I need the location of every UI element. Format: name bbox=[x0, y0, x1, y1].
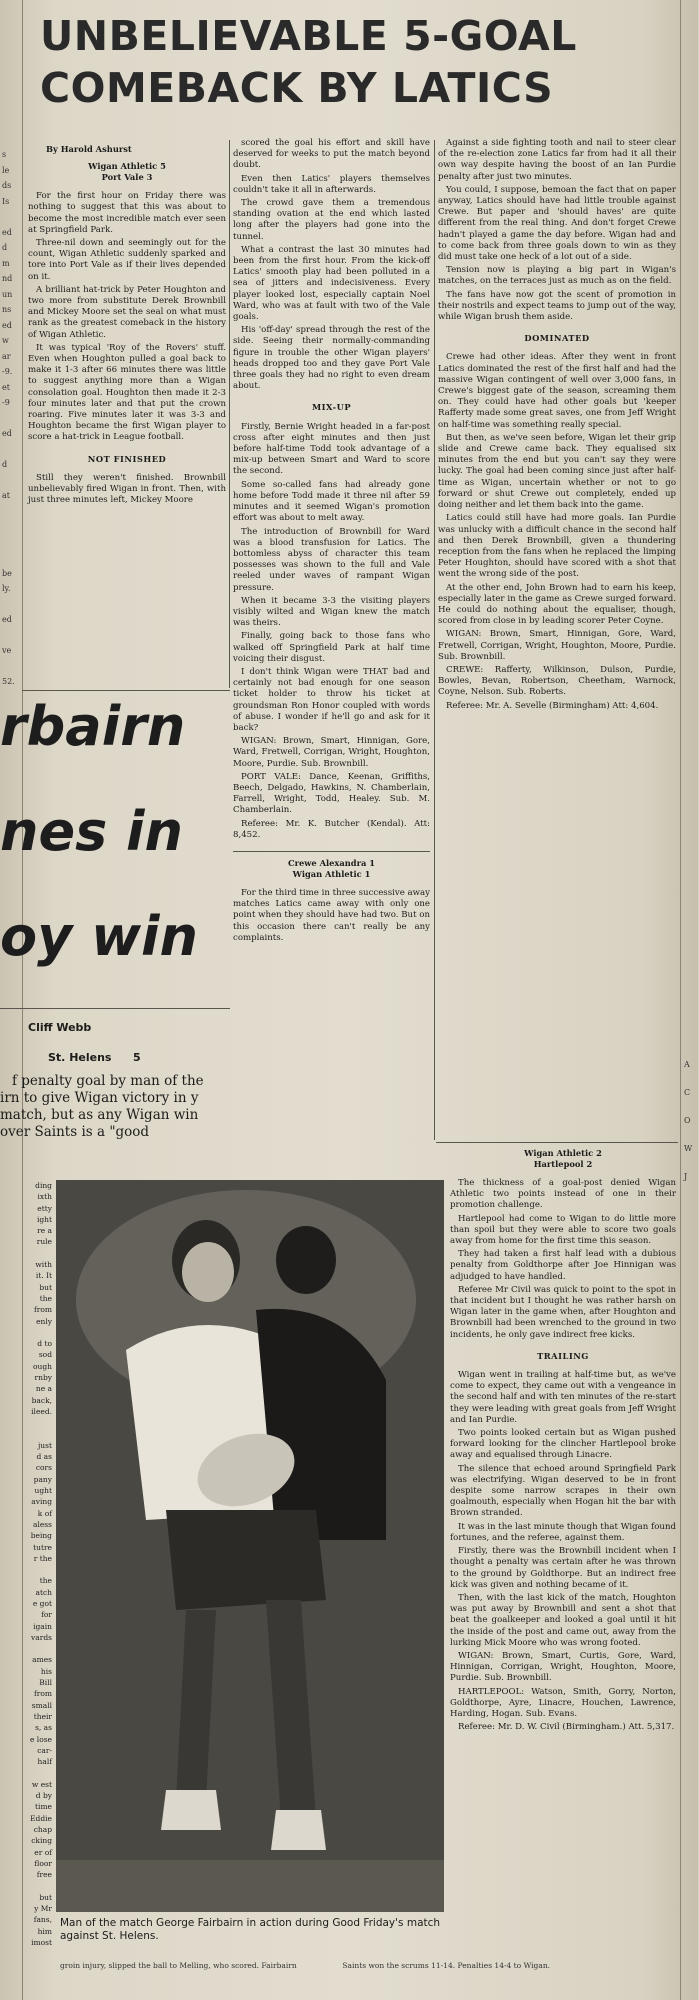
paragraph: Tension now is playing a big part in Wigan's matches, on the terraces just as much as on the field. bbox=[438, 265, 676, 287]
paragraph: Latics could still have had more goals. Ian Purdie was unlucky with a difficult chance in the second half and then Derek Brownbill, given a thundering reception from the fans when he replaced the limping Peter Houghton, should have scored with a shot that went the wrong side of the post. bbox=[438, 513, 676, 580]
subheading-dominated: DOMINATED bbox=[524, 333, 590, 344]
paragraph: Firstly, Bernie Wright headed in a far-post cross after eight minutes and then just before half-time Todd took advantage of a mix-up between Smart and Ward to score the second. bbox=[233, 421, 430, 477]
player-face bbox=[182, 1242, 234, 1302]
photo-side-fragment: e lose bbox=[29, 1734, 52, 1744]
crewe-article-column bbox=[438, 138, 676, 1128]
photo-side-fragment bbox=[0, 1429, 52, 1440]
bottom-strip-col-1: groin injury, slipped the ball to Melling, who scored. Fairbairn bbox=[60, 1961, 297, 1970]
photo-side-fragment: but bbox=[39, 1282, 52, 1292]
photo-side-fragment bbox=[0, 1643, 52, 1654]
teams-line-1: Wigan Athletic 5 bbox=[88, 161, 166, 172]
rugby-player-photo-image bbox=[56, 1180, 444, 1912]
teams-line-2: Port Vale 3 bbox=[101, 172, 153, 183]
subheading-not-finished: NOT FINISHED bbox=[87, 453, 167, 464]
photo-side-fragment: tutre bbox=[33, 1542, 52, 1552]
paragraph: When it became 3-3 the visiting players visibly wilted and Wigan knew the match was theirs. bbox=[233, 595, 430, 629]
left-fragment: -9 bbox=[2, 398, 10, 407]
headline-line-1: UNBELIEVABLE 5-GOAL bbox=[40, 12, 577, 60]
photo-side-fragment: half bbox=[37, 1757, 52, 1767]
photo-side-fragment: aless bbox=[32, 1519, 52, 1529]
left-fragment: s bbox=[2, 150, 7, 159]
photo-side-fragment: fans, bbox=[33, 1915, 52, 1925]
left-fragment: -9. bbox=[2, 367, 13, 376]
left-fragment: et bbox=[2, 382, 10, 392]
section-rule bbox=[436, 1142, 678, 1143]
left-fragment: le bbox=[2, 165, 10, 175]
paragraph: The thickness of a goal-post denied Wigan Athletic two points instead of one in their promotion challenge. bbox=[450, 1178, 676, 1211]
photo-side-fragment: rule bbox=[36, 1237, 52, 1247]
hartlepool-teams-line-1: Wigan Athletic 2 bbox=[524, 1148, 602, 1158]
paragraph: The crowd gave them a tremendous standing ovation at the end which lasted long after the players had gone into the tunnel. bbox=[233, 198, 430, 242]
photo-side-fragment: Bill bbox=[39, 1678, 52, 1688]
photo-side-fragment: ight bbox=[36, 1214, 52, 1224]
photo-side-fragment: ding bbox=[35, 1181, 52, 1190]
byline: By Harold Ashurst bbox=[46, 144, 132, 154]
photo-side-fragment: pany bbox=[33, 1474, 52, 1484]
match-result-crewe bbox=[233, 858, 430, 880]
photo-side-fragment: w est bbox=[31, 1779, 52, 1789]
lineup-crewe: CREWE: Rafferty, Wilkinson, Dulson, Purdie, Bowles, Bevan, Robertson, Cheetham, Warnock, Coyne, Nelson. Sub. Roberts. bbox=[438, 664, 676, 698]
photo-side-fragment: car- bbox=[37, 1745, 52, 1755]
photo-side-fragment: from bbox=[34, 1689, 52, 1699]
paragraph: You could, I suppose, bemoan the fact that on paper anyway, Latics should have had little trouble against Crewe. But paper and 'should haves' are quite different from the real thing. And don't forget Crewe hadn't played a game the day before. Wigan had and to come back from three goals down to win as they did must take one heck of a lot out of a side. bbox=[438, 184, 676, 263]
headline-line-2: COMEBACK BY LATICS bbox=[40, 64, 554, 112]
left-fragment: ly. bbox=[2, 584, 11, 593]
paragraph: Referee Mr Civil was quick to point to the spot in that incident but I thought he was rather harsh on Wigan later in the game when, after Houghton and Brownbill had been wrenched to the ground in two incidents, he only gave indirect free kicks. bbox=[450, 1284, 676, 1340]
subheading-mix-up: MIX-UP bbox=[311, 402, 352, 413]
photo-side-column-fragments bbox=[0, 1180, 52, 1947]
right-fragment: W bbox=[684, 1144, 693, 1153]
photo-side-fragment: but bbox=[39, 1892, 52, 1902]
lineup-port-vale: PORT VALE: Dance, Keenan, Griffiths, Beech, Delgado, Hawkins, N. Chamberlain, Farrell, Wright, Todd, Healey. Sub. M. Chamberlain. bbox=[233, 771, 430, 816]
left-fragment: w bbox=[2, 336, 9, 345]
photo-side-fragment: his bbox=[40, 1666, 52, 1676]
paragraph: It was in the last minute though that Wigan found fortunes, and the referee, against them. bbox=[450, 1521, 676, 1543]
right-fragment: J bbox=[684, 1172, 688, 1181]
photo-side-fragment: aving bbox=[31, 1497, 52, 1507]
paragraph: Finally, going back to those fans who walked off Springfield Park at half time voicing their disgust. bbox=[233, 631, 430, 664]
lineup-wigan-hartlepool: WIGAN: Brown, Smart, Curtis, Gore, Ward, Hinnigan, Corrigan, Wright, Houghton, Moore, Purdie. Sub. Brownbill. bbox=[450, 1650, 676, 1684]
photo-side-fragment: small bbox=[31, 1700, 52, 1710]
photo-side-fragment: with bbox=[35, 1260, 52, 1270]
match-photo bbox=[56, 1180, 444, 1912]
player-sock-left bbox=[161, 1790, 221, 1830]
photo-side-fragment: Eddie bbox=[30, 1813, 52, 1823]
photo-side-fragment: atch bbox=[35, 1587, 52, 1597]
photo-side-fragment: floor bbox=[34, 1858, 52, 1868]
paragraph: The fans have now got the scent of promotion in their nostrils and expect teams to jump out of the way, while Wigan brush them aside. bbox=[438, 289, 676, 323]
photo-side-fragment: ough bbox=[33, 1361, 52, 1371]
paragraph: Still they weren't finished. Brownbill unbelievably fired Wigan in front. Then, with just three minutes left, Mickey Moore bbox=[28, 472, 226, 506]
photo-side-fragment bbox=[0, 1767, 52, 1778]
subheading-trailing: TRAILING bbox=[537, 1350, 589, 1361]
left-fragment: at bbox=[2, 491, 10, 500]
paragraph: Crewe had other ideas. After they went in front Latics dominated the rest of the first half and had the massive Wigan contingent of well over 3,000 fans, in Crewe's biggest gate of the season, screaming them on. They could have had other goals but 'keeper Rafferty made some great saves, one from Jeff Wright on half-time was something really special. bbox=[438, 352, 676, 430]
photo-side-fragment: him bbox=[37, 1926, 52, 1936]
photo-side-fragment: re a bbox=[37, 1226, 52, 1236]
photo-side-fragment: d as bbox=[36, 1452, 52, 1462]
section-rule bbox=[22, 690, 230, 691]
paragraph: Some so-called fans had already gone home before Todd made it three nil after 59 minutes and it seemed Wigan's promotion effort was about to melt away. bbox=[233, 479, 430, 524]
photo-side-fragment: time bbox=[35, 1802, 52, 1812]
left-fragment: be bbox=[2, 568, 12, 578]
photo-side-fragment: vards bbox=[31, 1632, 52, 1642]
left-fragment: 52. bbox=[2, 677, 15, 686]
left-fragment: Is bbox=[2, 196, 10, 206]
paragraph: A brilliant hat-trick by Peter Houghton and two more from substitute Derek Brownbill and Mickey Moore set the seal on what must rank as the greatest comeback in the history of Wigan Athletic. bbox=[28, 284, 226, 340]
photo-side-fragment: the bbox=[39, 1293, 52, 1303]
lineup-hartlepool: HARTLEPOOL: Watson, Smith, Gorry, Norton, Goldthorpe, Ayre, Linacre, Houchen, Lawrence, Harding, Hogan. Sub. Evans. bbox=[450, 1686, 676, 1719]
photo-side-fragment: for bbox=[41, 1610, 52, 1620]
lineup-wigan: WIGAN: Brown, Smart, Hinnigan, Gore, Ward, Fretwell, Corrigan, Wright, Houghton, Moore, Purdie. Sub. Brownbill. bbox=[233, 736, 430, 769]
second-headline-line-1: rbairn bbox=[0, 695, 186, 758]
opponent-head bbox=[276, 1226, 336, 1294]
right-fragment: A bbox=[684, 1060, 690, 1069]
main-article-column-2 bbox=[233, 138, 430, 1138]
photo-side-fragment: ught bbox=[34, 1486, 52, 1496]
photo-side-fragment: y Mr bbox=[34, 1904, 52, 1913]
photo-side-fragment: r the bbox=[33, 1553, 52, 1563]
photo-side-fragment bbox=[0, 1417, 52, 1428]
photo-side-fragment: d by bbox=[35, 1791, 52, 1801]
match-result-vale bbox=[28, 161, 226, 183]
crewe-teams-line-1: Crewe Alexandra 1 bbox=[288, 857, 375, 868]
section-rule bbox=[0, 1008, 230, 1009]
left-fragment: ns bbox=[2, 305, 12, 314]
photo-side-fragment: ne a bbox=[35, 1384, 52, 1394]
photo-side-fragment: cors bbox=[35, 1463, 52, 1473]
second-story-intro: f penalty goal by man of the irn to give Wigan victory in y match, but as any Wigan win over Saints is a "good bbox=[0, 1073, 204, 1140]
left-fragment: ar bbox=[2, 351, 11, 361]
left-fragment: ed bbox=[2, 320, 12, 330]
paragraph: The silence that echoed around Springfield Park was electrifying. Wigan deserved to be in front despite some narrow scrapes in their own goalmouth, especially when Hogan hit the bar with Brown stranded. bbox=[450, 1463, 676, 1519]
paragraph: They had taken a first half lead with a dubious penalty from Goldthorpe after Joe Hinnigan was adjudged to have handled. bbox=[450, 1249, 676, 1282]
photo-side-fragment: igain bbox=[33, 1621, 52, 1631]
left-fragment: ed bbox=[2, 227, 12, 237]
photo-side-fragment bbox=[0, 1880, 52, 1891]
photo-side-fragment: er of bbox=[34, 1847, 52, 1857]
column-rule bbox=[434, 140, 435, 1140]
left-fragment: ed bbox=[2, 429, 12, 438]
photo-side-fragment: being bbox=[30, 1531, 52, 1541]
photo-side-fragment: ixth bbox=[37, 1192, 52, 1202]
referee-line: Referee: Mr. K. Butcher (Kendal). Att: 8,452. bbox=[233, 818, 430, 840]
crewe-teams-line-2: Wigan Athletic 1 bbox=[292, 868, 371, 879]
right-fragment: O bbox=[684, 1116, 691, 1125]
photo-side-fragment: enly bbox=[36, 1316, 52, 1326]
photo-side-fragment: it. It bbox=[35, 1271, 52, 1281]
photo-side-fragment: just bbox=[37, 1440, 52, 1450]
right-gutter-column bbox=[680, 0, 699, 2000]
paragraph: Even then Latics' players themselves couldn't take it all in afterwards. bbox=[233, 173, 430, 195]
photo-side-fragment: chap bbox=[33, 1824, 52, 1834]
paragraph: It was typical 'Roy of the Rovers' stuff. Even when Houghton pulled a goal back to make it 1-3 after 66 minutes there was little to suggest anything more than a Wigan consolation goal. Houghton then made it 2-3 four minutes later and that put the crown roaring. Five minutes later it was 3-3 and Houghton became the first Wigan player to score a hat-trick in League football. bbox=[28, 342, 226, 443]
bottom-strip bbox=[60, 1961, 640, 1970]
paragraph: But then, as we've seen before, Wigan let their grip slide and Crewe came back. They equalised six minutes from the end but you can't say they were lucky. The goal had been coming since just after half-time as Wigan, uncertain whether or not to go forward or shut Crewe out completely, ended up doing neither and let them back into the game. bbox=[438, 432, 676, 511]
left-fragment: ds bbox=[2, 181, 12, 190]
paragraph: The introduction of Brownbill for Ward was a blood transfusion for Latics. The bottomless abyss of character this team possesses was shown to the full and Vale reeled under waves of rampant Wigan pressure. bbox=[233, 526, 430, 593]
column-rule bbox=[229, 140, 230, 688]
main-article-column-1 bbox=[28, 138, 226, 686]
paragraph: Hartlepool had come to Wigan to do little more than spoil but they were able to score two goals away from home for the first time this season. bbox=[450, 1213, 676, 1247]
second-headline-line-3: oy win bbox=[0, 905, 198, 968]
photo-caption: Man of the match George Fairbairn in action during Good Friday's match against St. Helens. bbox=[60, 1917, 441, 1942]
photo-side-fragment: their bbox=[33, 1711, 52, 1721]
main-headline bbox=[40, 10, 680, 114]
paragraph: Three-nil down and seemingly out for the count, Wigan Athletic suddenly sparked and tore into Port Vale as if their lives depended on it. bbox=[28, 238, 226, 282]
right-fragment: C bbox=[684, 1088, 691, 1097]
photo-side-fragment: from bbox=[34, 1305, 52, 1315]
player-sock-right bbox=[271, 1810, 326, 1850]
player-shorts bbox=[166, 1510, 326, 1610]
photo-ground bbox=[56, 1860, 444, 1912]
paragraph: Two points looked certain but as Wigan pushed forward looking for the clincher Hartlepool broke away and equalised through Linacre. bbox=[450, 1428, 676, 1461]
paragraph: Against a side fighting tooth and nail to steer clear of the re-election zone Latics far from had it all their own way despite having the boost of an Ian Purdie penalty after just two minutes. bbox=[438, 138, 676, 182]
photo-side-fragment: the bbox=[39, 1576, 52, 1586]
photo-side-fragment bbox=[0, 1248, 52, 1259]
photo-side-fragment: etty bbox=[37, 1203, 52, 1213]
bottom-strip-col-2: Saints won the scrums 11-14. Penalties 14-4 to Wigan. bbox=[342, 1961, 551, 1970]
paragraph: At the other end, John Brown had to earn his keep, especially later in the game as Crewe surged forward. He could do nothing about the equaliser, though, scored from close in by leading scorer Peter Coyne. bbox=[438, 582, 676, 627]
second-story-score: 5 bbox=[133, 1051, 141, 1064]
photo-side-fragment: s, as bbox=[35, 1723, 52, 1733]
paragraph: For the first hour on Friday there was nothing to suggest that this was about to become the most incredible match ever seen at Springfield Park. bbox=[28, 191, 226, 235]
photo-side-fragment: sod bbox=[38, 1350, 52, 1360]
photo-side-fragment bbox=[0, 1327, 52, 1338]
photo-side-fragment: cking bbox=[31, 1836, 52, 1846]
paragraph: For the third time in three successive away matches Latics came away with only one point when they should have had two. But on this occasion there can't really be any complaints. bbox=[233, 887, 430, 943]
hartlepool-teams-line-2: Hartlepool 2 bbox=[533, 1159, 593, 1169]
hartlepool-article-column bbox=[450, 1148, 676, 1960]
paragraph: What a contrast the last 30 minutes had been from the first hour. From the kick-off Latics' smooth play had been polluted in a sea of jitters and indecisiveness. Every player looked lost, especially captain Noel Ward, who was at fault with two of the Vale goals. bbox=[233, 244, 430, 323]
left-fragment: d bbox=[2, 460, 8, 469]
left-fragment: d bbox=[2, 243, 8, 252]
left-fragment: m bbox=[2, 258, 10, 268]
referee-line-hartlepool: Referee: Mr. D. W. Civil (Birmingham.) Att. 5,317. bbox=[458, 1722, 675, 1733]
paragraph: Firstly, there was the Brownbill incident when I thought a penalty was certain after he was thrown to the ground by Goldthorpe. But an indirect free kick was given and nothing became of it. bbox=[450, 1546, 676, 1590]
photo-side-fragment bbox=[0, 1564, 52, 1575]
second-headline-line-2: nes in bbox=[0, 800, 183, 863]
photo-side-fragment: rnby bbox=[34, 1373, 52, 1383]
paragraph: scored the goal his effort and skill have deserved for weeks to put the match beyond doubt. bbox=[233, 138, 430, 171]
photo-side-fragment: k of bbox=[37, 1508, 52, 1518]
match-result-hartlepool bbox=[450, 1148, 676, 1170]
paragraph: His 'off-day' spread through the rest of the side. Seeing their normally-commanding figure in trouble the other Wigan players' heads dropped too and they gave Port Vale three goals they had no right to even dream about. bbox=[233, 325, 430, 392]
left-fragment: un bbox=[2, 289, 13, 299]
photo-side-fragment: e got bbox=[32, 1598, 52, 1608]
left-fragment: ve bbox=[2, 646, 12, 655]
paragraph: I don't think Wigan were THAT bad and certainly not bad enough for one season ticket holder to throw his ticket at groundsman Ron Honor coupled with words of abuse. I wonder if he'll go and ask for it back? bbox=[233, 666, 430, 733]
lineup-wigan-crewe: WIGAN: Brown, Smart, Hinnigan, Gore, Ward, Fretwell, Corrigan, Wright, Houghton, Moore, Purdie. Sub. Brownbill. bbox=[438, 629, 676, 662]
photo-side-fragment: free bbox=[36, 1870, 52, 1880]
photo-side-fragment: ames bbox=[32, 1655, 52, 1665]
paragraph: Wigan went in trailing at half-time but, as we've come to expect, they came out with a vengeance in the second half and with ten minutes of the re-start they were leading with great goals from Jeff Wright and Ian Purdie. bbox=[450, 1370, 676, 1425]
left-fragment: ed bbox=[2, 615, 12, 624]
photo-side-fragment: d to bbox=[37, 1339, 52, 1349]
left-fragment: nd bbox=[2, 274, 13, 283]
photo-side-fragment: imost bbox=[31, 1937, 52, 1947]
photo-side-fragment: back, bbox=[31, 1395, 52, 1405]
paragraph: Then, with the last kick of the match, Houghton was put away by Brownbill and sent a shot that beat the goalkeeper and looked a goal until it hit the inside of the post and came out, away from the lurking Mick Moore who was wrong footed. bbox=[450, 1592, 676, 1648]
second-story-author: Cliff Webb bbox=[28, 1021, 92, 1034]
referee-line-crewe: Referee: Mr. A. Sevelle (Birmingham) Att: 4,604. bbox=[446, 700, 659, 711]
section-rule bbox=[233, 851, 430, 852]
photo-side-fragment: ileed. bbox=[31, 1406, 52, 1416]
second-story-team: St. Helens bbox=[48, 1051, 112, 1064]
